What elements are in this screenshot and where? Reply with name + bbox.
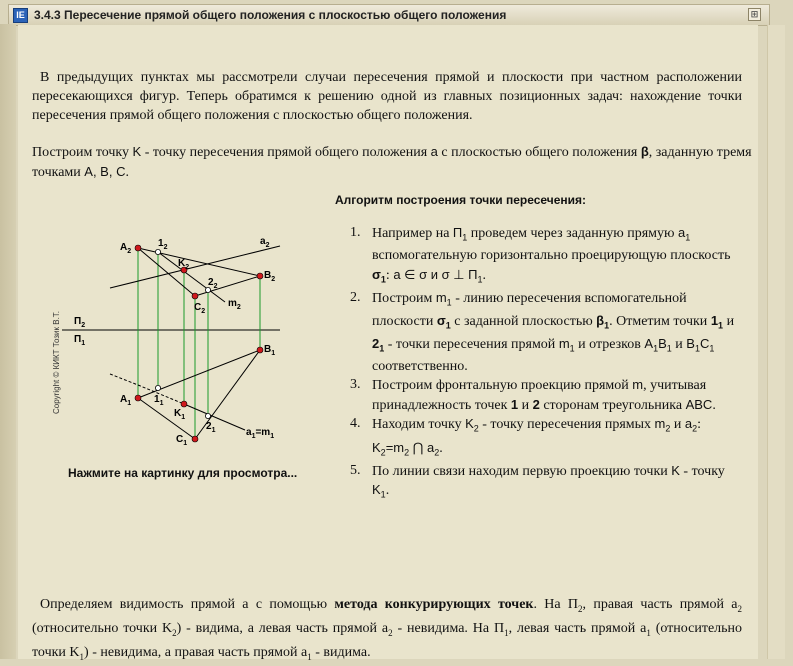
visibility-paragraph: Определяем видимость прямой a с помощью метода конкурирующих точек. На $П_2$, правая часть прямой $a_2$ (относительно точки $K_2$) - видима, а левая часть прямой $a_2$ - невидима. На $П_1$, левая часть прямой $a_1$ (относительно точки $K_1$) - невидима, а правая часть прямой $a_1$ - видима. [32, 597, 743, 662]
copyright-text: Copyright © КИКТ Тозик В.Т. [52, 310, 61, 414]
algorithm-step-2: 2. Построим $m_1$ - линию пересечения вспомогательной плоскости $\sigma_1$ с заданной плоскостью $\beta_1$. Отметим точки $1_1$ и $2_1$ - точки пересечения прямой $m_1$ и отрезков $A_1B_1$ и $B_1C_1$ соответственно. [350, 289, 735, 374]
label-K2: $K_2$ [178, 258, 190, 271]
figure-caption-link[interactable]: Нажмите на картинку для просмотра... [68, 466, 298, 480]
point-C2 [192, 293, 198, 299]
label-C2: $C_2$ [194, 302, 206, 315]
label-B2: $B_2$ [264, 270, 276, 283]
algorithm-step-5: 5. По линии связи находим первую проекцию точки K - точку $K_1$. [350, 462, 725, 500]
point-A2 [135, 245, 141, 251]
label-A1: $A_1$ [120, 394, 132, 407]
label-1-1: $1_1$ [154, 394, 164, 407]
label-P1: $П_1$ [74, 334, 86, 347]
point-2-2 [205, 287, 210, 292]
line-B1C1 [195, 350, 260, 439]
label-C1: $C_1$ [176, 434, 188, 447]
expand-icon[interactable]: ⊞ [748, 8, 761, 21]
line-B2C2 [195, 276, 260, 296]
line-A1B1 [138, 350, 260, 398]
window-titlebar [8, 4, 770, 26]
label-A2: $A_2$ [120, 242, 132, 255]
scrollbar-track[interactable] [767, 25, 785, 659]
label-K1: $K_1$ [174, 408, 186, 421]
point-1-1 [155, 385, 160, 390]
label-B1: $B_1$ [264, 344, 276, 357]
app-icon: IE [13, 8, 28, 23]
task-paragraph: Построим точку K - точку пересечения прямой общего положения a с плоскостью общего положения β, заданную тремя точками A, B, C. [32, 144, 752, 180]
point-B1 [257, 347, 263, 353]
label-m2: $m_2$ [228, 298, 241, 311]
point-K1 [181, 401, 187, 407]
label-P2: $П_2$ [74, 316, 86, 329]
point-2-1 [205, 413, 210, 418]
algorithm-steps [350, 224, 740, 504]
line-a2 [110, 246, 280, 288]
algorithm-step-4: 4. Находим точку $K_2$ - точку пересечения прямых $m_2$ и $a_2$: $K_2=m_2$ ⋂ $a_2$. [350, 416, 702, 458]
label-a1m1: $a_1=m_1$ [246, 427, 275, 440]
window-title: 3.4.3 Пересечение прямой общего положения с плоскостью общего положения [34, 8, 507, 22]
point-B2 [257, 273, 263, 279]
line-a1-cont [110, 374, 138, 385]
label-2-2: $2_2$ [208, 277, 218, 290]
construction-figure[interactable] [50, 228, 310, 458]
label-1-2: $1_2$ [158, 238, 168, 251]
point-A1 [135, 395, 141, 401]
left-frame [0, 24, 16, 659]
algorithm-step-3: 3. Построим фронтальную проекцию прямой m, учитывая принадлежность точек 1 и 2 сторонам треугольника ABC. [350, 377, 716, 413]
algorithm-title: Алгоритм построения точки пересечения: [335, 193, 587, 207]
intro-paragraph: В предыдущих пунктах мы рассмотрели случаи пересечения прямой и плоскости при частном расположении пересекающихся фигур. Теперь обратимся к решению одной из главных позиционных задач: нахождение точки пересечения прямой общего положения с плоскостью общего положения. [32, 70, 742, 123]
algorithm-step-1: 1. Например на $П_1$ проведем через заданную прямую $a_1$ вспомогательную горизонтально проецирующую плоскость $\sigma_1$: a ∈ σ и σ ⊥ $П_1$. [350, 225, 731, 285]
line-m2 [158, 252, 225, 302]
label-a2: $a_2$ [260, 236, 270, 249]
label-2-1: $2_1$ [206, 421, 216, 434]
point-1-2 [155, 249, 160, 254]
point-C1 [192, 436, 198, 442]
